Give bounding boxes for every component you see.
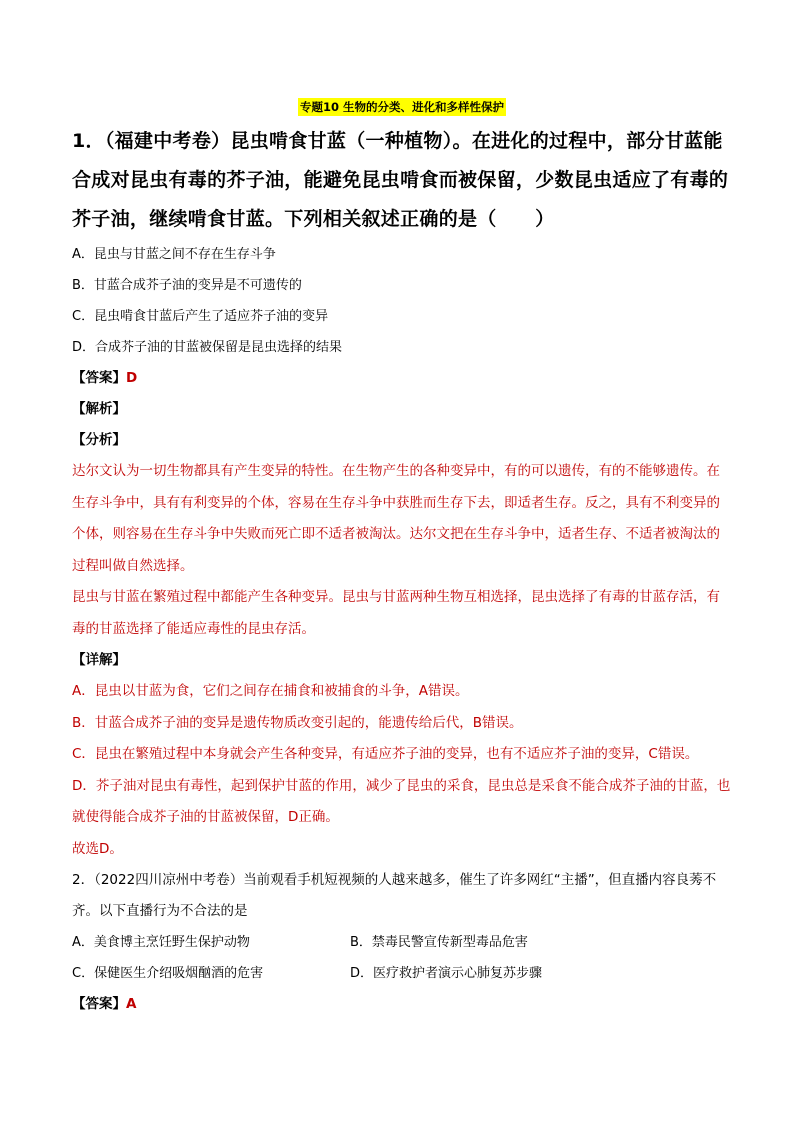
document-page: [72, 96, 732, 1020]
q1-fenxi-paragraph-2: 昆虫与甘蓝在繁殖过程中都能产生各种变异。昆虫与甘蓝两种生物互相选择，昆虫选择了有毒的甘蓝存活，有毒的甘蓝选择了能适应毒性的昆虫存活。: [72, 589, 720, 637]
q1-option-d: D．合成芥子油的甘蓝被保留是昆虫选择的结果: [72, 340, 343, 355]
q2-options-row-2: [72, 958, 732, 989]
q1-analysis-label-line: [72, 394, 732, 425]
q1-fenxi-label: 【分析】: [72, 432, 126, 448]
page-title: 专题10 生物的分类、进化和多样性保护: [299, 100, 504, 114]
q1-analysis-label: 【解析】: [72, 401, 126, 417]
q1-answer-value: D: [126, 370, 138, 386]
q2-option-b: B．禁毒民警宣传新型毒品危害: [350, 935, 528, 950]
q1-answer-line: [72, 363, 732, 394]
q2-answer-label: 【答案】: [72, 996, 126, 1012]
q1-fenxi-label-line: [72, 425, 732, 456]
q1-detail-a: A．昆虫以甘蓝为食，它们之间存在捕食和被捕食的斗争，A错误。: [72, 683, 469, 699]
question-1-stem: 1．（福建中考卷）昆虫啃食甘蓝（一种植物）。在进化的过程中，部分甘蓝能合成对昆虫有毒的芥子油，能避免昆虫啃食而被保留，少数昆虫适应了有毒的芥子油，继续啃食甘蓝。下列相关叙述正确的是（ ）: [72, 130, 729, 230]
q1-detail-label: 【详解】: [72, 652, 126, 668]
q2-option-a: A．美食博主烹饪野生保护动物: [72, 935, 250, 950]
q2-answer-value: A: [126, 996, 137, 1012]
q2-options-row-1: [72, 927, 732, 958]
q1-fenxi-paragraph-1: 达尔文认为一切生物都具有产生变异的特性。在生物产生的各种变异中，有的可以遗传，有的不能够遗传。在生存斗争中，具有有利变异的个体，容易在生存斗争中获胜而生存下去，即适者生存。反之，具有不利变异的个体，则容易在生存斗争中失败而死亡即不适者被淘汰。达尔文把在生存斗争中，适者生存、不适者被淘汰的过程叫做自然选择。: [72, 463, 720, 574]
q2-option-d: D．医疗救护者演示心肺复苏步骤: [350, 966, 543, 981]
q1-detail-b: B．甘蓝合成芥子油的变异是遗传物质改变引起的，能遗传给后代，B错误。: [72, 714, 523, 731]
q1-detail-c: C．昆虫在繁殖过程中本身就会产生各种变异，有适应芥子油的变异，也有不适应芥子油的变异，C错误。: [72, 746, 699, 762]
q1-conclusion: 故选D。: [72, 840, 123, 857]
q1-detail-d: D．芥子油对昆虫有毒性，起到保护甘蓝的作用，减少了昆虫的采食，昆虫总是采食不能合成芥子油的甘蓝，也就使得能合成芥子油的甘蓝被保留，D正确。: [72, 777, 731, 825]
q1-detail-label-line: [72, 645, 732, 676]
q2-option-c: C．保健医生介绍吸烟酗酒的危害: [72, 966, 264, 981]
question-2-stem: 2．（2022四川凉州中考卷）当前观看手机短视频的人越来越多，催生了许多网红“主播”，但直播内容良莠不齐。以下直播行为不合法的是: [72, 872, 717, 919]
q2-answer-line: [72, 989, 732, 1020]
q1-option-c: C．昆虫啃食甘蓝后产生了适应芥子油的变异: [72, 309, 329, 324]
q1-option-a: A．昆虫与甘蓝之间不存在生存斗争: [72, 247, 276, 262]
q1-option-b: B．甘蓝合成芥子油的变异是不可遗传的: [72, 278, 302, 293]
title-wrap: [72, 96, 732, 116]
q1-answer-label: 【答案】: [72, 370, 126, 386]
